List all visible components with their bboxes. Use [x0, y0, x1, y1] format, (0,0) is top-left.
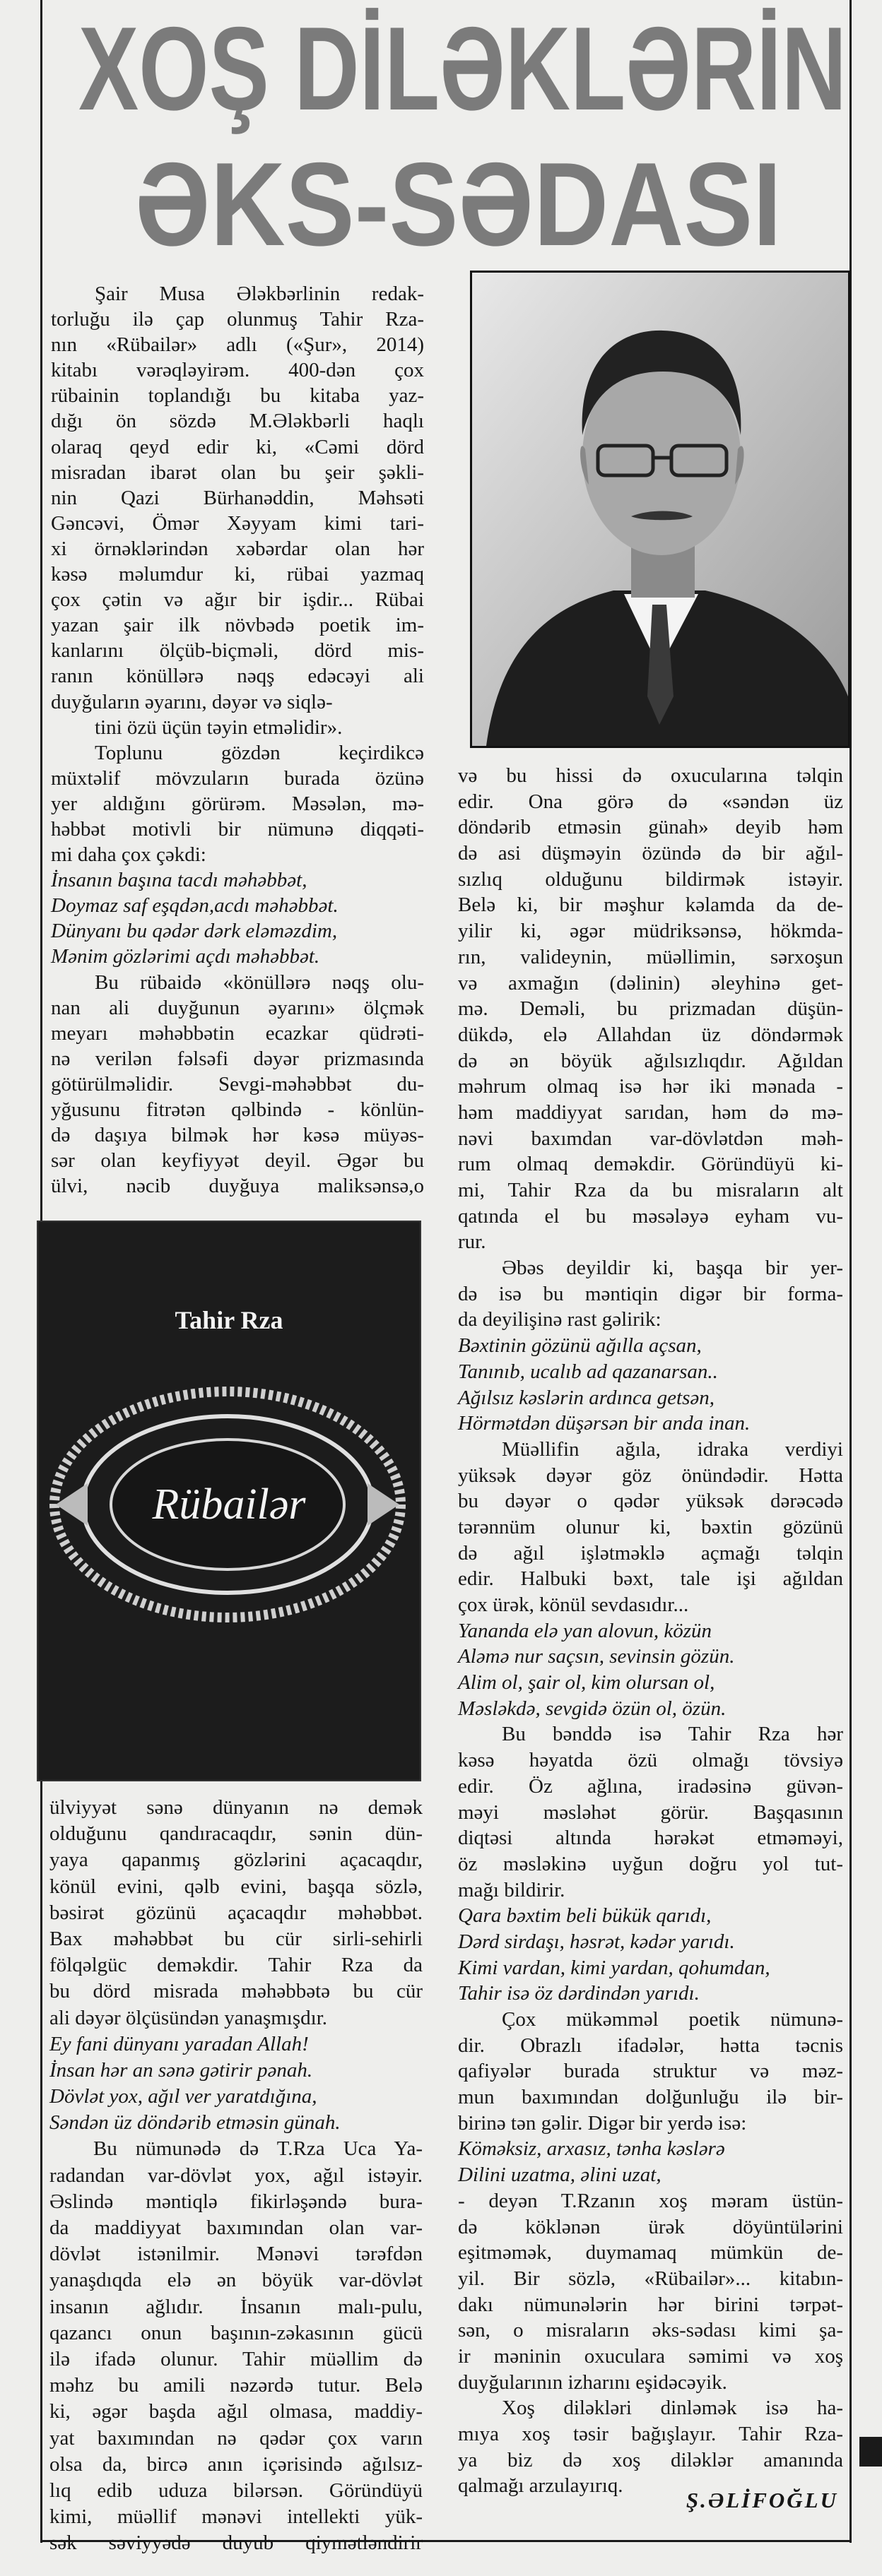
text-line: Bu rübaidə «könüllərə nəqş olu- — [95, 971, 424, 994]
headline-line-1: XOŞ DİLƏKLƏRİN — [78, 2, 847, 135]
text-line: edir. Halbuki bəxt, tale işi ağıldan — [458, 1567, 843, 1591]
poem-line: Yananda elə yan alovun, közün — [458, 1619, 712, 1642]
poem-line: Tahir isə öz dərdindən yarıdı. — [458, 1982, 700, 2005]
text-line: ranın könüllərə nəqş edəcəyi ali — [51, 665, 424, 688]
text-line: Bu nümunədə də T.Rza Uca Ya- — [93, 2137, 423, 2161]
paragraph — [458, 1437, 843, 1618]
text-line: mağı bildirir. — [458, 1878, 565, 1901]
text-line: Şair Musa Ələkbərlinin redak- — [95, 283, 424, 305]
text-line: həbbət motivli bir nümunə diqqəti- — [51, 817, 424, 841]
text-line: könül evini, qəlb evini, başqa sözlə, — [49, 1875, 423, 1898]
text-line: kəsə həyatda özü olmağı tövsiyə — [458, 1749, 843, 1772]
text-line: tini özü üçün təyin etməlidir». — [95, 716, 343, 739]
text-line: eşitməmək, duymamaq mümkün de- — [458, 2241, 843, 2265]
poem-stanza — [458, 1618, 843, 1722]
text-line: yüksək dəyər göz önündədir. Hətta — [458, 1464, 843, 1487]
text-line: kimi, müəllif mənəvi intellekti yük- — [49, 2505, 423, 2529]
author-byline: Ş.ƏLİFOĞLU — [686, 2488, 838, 2512]
text-line: mıya xoş təsir bağışlayır. Tahir Rza- — [458, 2423, 843, 2445]
poem-stanza — [458, 1903, 843, 2007]
text-line: yğusunu fitrətən qəlbində - könlün- — [51, 1098, 424, 1121]
poem-line: Köməksiz, arxasız, tənha kəslərə — [458, 2137, 725, 2161]
poem-line: Bəxtinin gözünü ağılla açsan, — [458, 1334, 702, 1358]
poem-line: Alim ol, şair ol, kim olursan ol, — [458, 1671, 715, 1694]
poem-line: Kimi vardan, kimi yardan, qohumdan, — [458, 1956, 770, 1979]
text-line: ilə ifadə olunur. Tahir müəllim də — [49, 2347, 423, 2370]
text-line: dakı nümunələrin hər birini tərpət- — [458, 2293, 843, 2316]
text-line: ülvi, nəcib duyğuya maliksənsə,o — [51, 1175, 424, 1198]
text-line: döndərib etməsin günah» deyib həm — [458, 816, 843, 839]
poem-line: İnsanın başına tacdı məhəbbət, — [51, 869, 307, 892]
paragraph — [458, 2395, 843, 2499]
text-line: kitabı vərəqləyirəm. 400-dən çox — [51, 359, 424, 382]
text-line: xi örnəklərindən xəbərdar olan hər — [51, 537, 424, 560]
text-line: insanın ağlıdır. İnsanın malı-pulu, — [49, 2295, 423, 2318]
poem-line: Ey fani dünyanı yaradan Allah! — [49, 2032, 309, 2055]
paragraph — [51, 740, 424, 867]
text-line: ki, əgər başda ağıl olmasa, maddiy- — [49, 2400, 423, 2423]
text-line: Xoş diləkləri dinləmək isə ha- — [502, 2397, 843, 2420]
book-title: Rübailər — [152, 1480, 306, 1529]
paragraph — [458, 1721, 843, 1903]
headline-line-2: ƏKS-SƏDASI — [135, 138, 782, 254]
text-line: qafiyələr burada struktur və məz- — [458, 2060, 843, 2083]
text-line: bu dörd misrada məhəbbətə bu cür — [49, 1980, 423, 2003]
paragraph — [458, 2007, 843, 2136]
text-line: mi daha çox çəkdi: — [51, 843, 206, 867]
text-line: dövlət istənilmir. Mənəvi tərəfdən — [49, 2243, 423, 2266]
text-line: həm maddiyyat sarıdan, həm də mə- — [458, 1100, 843, 1124]
text-line: müxtəlif mövzuların burada özünə — [51, 766, 424, 790]
text-line: sızlıq olduğunu bildirmək istəyir. — [458, 867, 843, 891]
text-line: yil. Bir sözlə, «Rübailər»... kitabın- — [458, 2267, 843, 2290]
text-line: dığı ön sözdə M.Ələkbərli haqlı — [51, 410, 424, 433]
text-line: mə. Deməli, bu prizmadan düşün- — [458, 997, 843, 1021]
text-line: yer aldığını görürəm. Məsələn, mə- — [51, 792, 424, 815]
text-line: olaraq qeyd edir ki, «Cəmi dörd — [51, 435, 424, 458]
text-line: rum olmaq deməkdir. Göründüyü ki- — [458, 1153, 843, 1176]
text-line: dir. Obrazlı ifadələr, hətta təcnis — [458, 2034, 843, 2057]
text-line: məyi məsləhət görür. Başqasının — [458, 1800, 843, 1824]
text-line: nə verilən fəlsəfi dəyər prizmasında — [51, 1047, 424, 1070]
text-line: qatında el bu məsələyə eyham vu- — [458, 1204, 843, 1228]
text-line: də ağıl işlətməklə açmağı təlqin — [458, 1541, 843, 1565]
text-line: duyğularının izharını eşidəcəyik. — [458, 2370, 727, 2394]
book-cover-image — [37, 1221, 421, 1781]
text-line: yat baxımından nə qədər çox varın — [49, 2426, 423, 2450]
text-line: yilir ki, əgər müdriksənsə, hökmda- — [458, 920, 843, 943]
book-author: Tahir Rza — [175, 1306, 283, 1334]
text-line: də daşıya bilmək hər kəsə müyəs- — [51, 1124, 424, 1147]
text-line: edir. Öz ağlına, iradəsinə güvən- — [458, 1774, 843, 1798]
poem-line: Tanınıb, ucalıb ad qazanarsan.. — [458, 1360, 718, 1383]
text-line: Müəllifin ağıla, idraka verdiyi — [502, 1437, 843, 1461]
text-line: yanaşdıqda elə ən böyük var-dövlət — [49, 2269, 423, 2292]
text-line: edir. Ona görə də «səndən üz — [458, 790, 843, 813]
paragraph — [51, 715, 424, 740]
text-line: nın «Rübailər» adlı («Şur», 2014) — [51, 333, 424, 357]
text-line: Gəncəvi, Ömər Xəyyam kimi tari- — [51, 511, 424, 535]
text-line: çox çətin və ağır bir işdir... Rübai — [51, 588, 424, 612]
article-column-left-bottom — [49, 1795, 423, 2556]
text-line: də köklənən ürək döyüntülərini — [458, 2215, 843, 2238]
text-line: bu dəyər o qədər yüksək dərəcədə — [458, 1490, 843, 1513]
text-line: dükdə, elə Allahdan üz döndərmək — [458, 1023, 843, 1046]
text-line: fölqəlgüc deməkdir. Tahir Rza da — [49, 1954, 423, 1977]
text-line: çox ürək, könül sevdasıdır... — [458, 1593, 689, 1616]
text-line: məhrum olmaq isə hər iki mənada - — [458, 1075, 843, 1098]
text-line: misradan ibarət olan bu şeir şəkli- — [51, 461, 424, 484]
text-line: Bu bənddə isə Tahir Rza hər — [502, 1723, 843, 1746]
text-line: olduğunu qandıracaqdır, sənin dün- — [49, 1822, 423, 1846]
headline — [0, 0, 882, 254]
poem-line: Dünyanı bu qədər dərk eləməzdim, — [51, 920, 338, 943]
text-line: diqtəsi altında hərəkət etməməyi, — [458, 1827, 843, 1850]
paragraph — [458, 1255, 843, 1333]
text-line: Əbəs deyildir ki, başqa bir yer- — [502, 1257, 843, 1280]
text-line: Bax məhəbbət bu cür sirli-sehirli — [49, 1927, 423, 1950]
text-line: sən, o misraların əks-sədası kimi şa- — [458, 2319, 843, 2342]
paragraph — [51, 281, 424, 715]
text-line: da deyilişinə rast gəlirik: — [458, 1308, 662, 1331]
text-line: və axmağın (dəlinin) əleyhinə get- — [458, 971, 843, 995]
article-column-left-top — [51, 281, 424, 1199]
text-line: olsa da, bircə anın içərisində ağılsız- — [49, 2452, 423, 2476]
poem-line: İnsan hər an sənə gətirir pənah. — [49, 2058, 313, 2082]
text-line: birinə tən gəlir. Digər bir yerdə isə: — [458, 2111, 747, 2135]
text-line: öz məsləkinə uyğun doğru yol tut- — [458, 1852, 843, 1875]
text-line: Əslində məntiqlə fikirləşəndə bura- — [49, 2190, 423, 2213]
adjacent-article-block — [859, 2437, 882, 2467]
text-line: da maddiyyat baxımından olan var- — [49, 2216, 423, 2239]
text-line: mi, Tahir Rza da bu misraların alt — [458, 1179, 843, 1201]
poem-line: Məsləkdə, sevgidə özün ol, özün. — [458, 1697, 727, 1720]
poem-stanza — [458, 1333, 843, 1437]
poem-line: Dərd sirdaşı, həsrət, kədər yarıdı. — [458, 1930, 735, 1953]
text-line: duyğuların əyarını, dəyər və siqlə- — [51, 690, 333, 713]
text-line: də ən böyük ağılsızlıqdır. Ağıldan — [458, 1049, 843, 1072]
poem-line: Dilini uzatma, əlini uzat, — [458, 2164, 662, 2187]
text-line: qalmağı arzulayırıq. — [458, 2474, 623, 2498]
paragraph — [458, 2188, 843, 2396]
author-photo — [470, 271, 850, 748]
text-line: bəsirət gözünü açacaqdır məhəbbət. — [49, 1901, 423, 1924]
text-line: - deyən T.Rzanın xoş məram üstün- — [458, 2189, 843, 2212]
poem-line: Aləmə nur saçsın, sevinsin gözün. — [458, 1645, 735, 1668]
text-line: götürülməlidir. Sevgi-məhəbbət du- — [51, 1072, 424, 1096]
text-line: ali dəyər ölçüsündən yanaşmışdır. — [49, 2006, 328, 2029]
text-line: nan ali duyğunun əyarını» ölçmək — [51, 996, 424, 1019]
article-column-right — [458, 763, 843, 2499]
text-line: də asi düşməyin özündə də bir ağıl- — [458, 842, 843, 865]
text-line: ir məninin oxuculara səmimi və xoş — [458, 2344, 843, 2368]
text-line: Çox mükəmməl poetik nümunə- — [502, 2008, 843, 2031]
text-line: lıq edib uduza bilərsən. Göründüyü — [49, 2479, 423, 2502]
text-line: ya biz də xoş diləklər amanında — [458, 2448, 843, 2471]
text-line: rübainin toplandığı bu kitaba yaz- — [51, 384, 424, 408]
text-line: Toplunu gözdən keçirdikcə — [95, 741, 424, 764]
text-line: mun baxımından dolğunluğu ilə bir- — [458, 2086, 843, 2109]
poem-line: Səndən üz döndərib etməsin günah. — [49, 2111, 341, 2135]
text-line: kanlarını ölçüb-biçməli, dörd mis- — [51, 639, 424, 663]
text-line: kəsə məlumdur ki, rübai yazmaq — [51, 563, 424, 586]
poem-line: Dövlət yox, ağıl ver yaratdığına, — [49, 2085, 317, 2108]
text-line: yazan şair ilk növbədə poetik im- — [51, 614, 424, 637]
text-line: tərənnüm olunur ki, bəxtin gözünü — [458, 1515, 843, 1538]
text-line: Belə ki, bir məşhur kəlamda da de- — [458, 894, 843, 917]
paragraph — [49, 1795, 423, 2031]
text-line: yaya qapanmış gözlərini açacaqdır, — [49, 1848, 423, 1872]
poem-line: Hörmətdən düşərsən bir anda inan. — [458, 1412, 751, 1435]
text-line: rın, valideynin, müəllimin, sərxoşun — [458, 945, 843, 968]
text-line: sər olan keyfiyyət deyil. Əgər bu — [51, 1149, 424, 1173]
text-line: qazancı onun başının-zəkasının gücü — [49, 2321, 423, 2344]
text-line: torluğu ilə çap olunmuş Tahir Rza- — [51, 308, 424, 331]
paragraph — [49, 2136, 423, 2556]
text-line: məhz bu amili nəzərdə tutur. Belə — [49, 2374, 423, 2397]
text-line: nin Qazi Bürhanəddin, Məhsəti — [51, 486, 424, 509]
paragraph — [458, 763, 843, 1255]
paragraph — [51, 970, 424, 1199]
poem-stanza — [51, 867, 424, 969]
text-line: radandan var-dövlət yox, ağıl istəyir. — [49, 2164, 423, 2187]
poem-line: Qara bəxtim beli bükük qarıdı, — [458, 1904, 712, 1928]
text-line: də isə bu məntiqin digər bir forma- — [458, 1282, 843, 1305]
text-line: nəvi baxımdan var-dövlətdən məh- — [458, 1127, 843, 1150]
poem-line: Ağılsız kəslərin ardınca getsən, — [458, 1386, 715, 1409]
text-line: meyarı məhəbbətin ecazkar qüdrəti- — [51, 1021, 424, 1045]
text-line: sək səviyyədə duyub qiymətləndirir — [49, 2532, 423, 2555]
text-line: və bu hissi də oxucularına təlqin — [458, 764, 843, 787]
poem-stanza — [458, 2136, 843, 2188]
poem-line: Doymaz saf eşqdən,acdı məhəbbət. — [51, 894, 339, 918]
poem-line: Mənim gözlərimi açdı məhəbbət. — [51, 945, 320, 968]
text-line: rur. — [458, 1230, 486, 1254]
text-line: ülviyyət sənə dünyanın nə demək — [49, 1796, 423, 1819]
poem-stanza — [49, 2031, 423, 2137]
